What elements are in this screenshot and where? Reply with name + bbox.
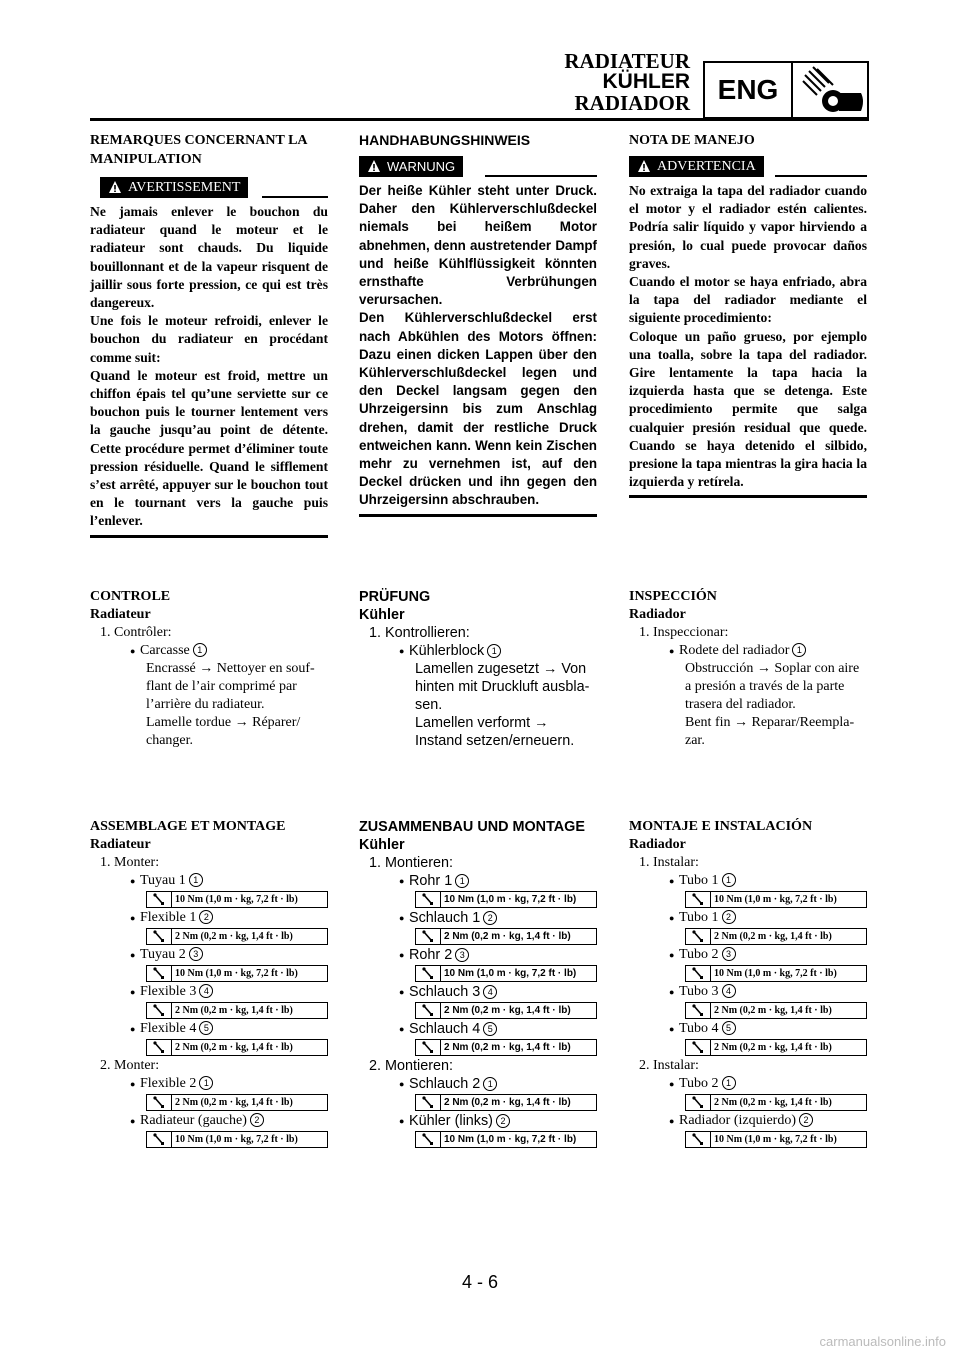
step: 1. Instalar: xyxy=(639,855,699,870)
torque-value: 2 Nm (0,2 m · kg, 1,4 ft · lb) xyxy=(714,931,832,942)
description-line: Lamelle tordue → Réparer/ xyxy=(146,715,301,730)
torque-spec xyxy=(415,965,597,982)
bullet-icon: ● xyxy=(669,1079,675,1089)
callout-number: 2 xyxy=(496,1114,510,1128)
description-line: Bent fin → Reparar/Reempla- xyxy=(685,715,855,730)
torque-spec xyxy=(146,928,328,945)
bullet-icon: ● xyxy=(130,950,136,960)
torque-wrench-icon xyxy=(147,892,172,907)
list-item xyxy=(90,642,328,660)
handling-heading-es: NOTA DE MANEJO xyxy=(629,133,755,148)
inspection-es xyxy=(629,588,867,750)
bullet-icon: ● xyxy=(399,913,405,923)
list-item xyxy=(359,872,597,890)
section-heading: MONTAJE E INSTALACIÓN xyxy=(629,819,813,834)
bullet-icon: ● xyxy=(669,950,675,960)
list-item xyxy=(629,1075,867,1093)
torque-wrench-icon xyxy=(686,1040,711,1055)
description-line: hinten mit Druckluft ausbla- xyxy=(415,679,590,695)
callout-number: 2 xyxy=(799,1113,813,1127)
callout-number: 5 xyxy=(199,1021,213,1035)
warning-paragraph: Ne jamais enlever le bouchon du radiateur quand le moteur et le radiateur sont chauds. Du liquide bouillonnant et de la vapeur risquent de jaillir sous forte pression, ce qui est très dangereux. xyxy=(90,204,328,311)
step: 2. Monter: xyxy=(100,1058,160,1073)
torque-spec xyxy=(685,891,867,908)
list-item xyxy=(90,1020,328,1038)
subsection-heading: Radiador xyxy=(629,837,686,852)
warning-close-rule xyxy=(359,514,597,517)
warning-text-de xyxy=(359,182,597,510)
torque-wrench-icon xyxy=(147,1040,172,1055)
torque-value: 2 Nm (0,2 m · kg, 1,4 ft · lb) xyxy=(714,1005,832,1016)
list-item xyxy=(629,872,867,890)
warning-block-es xyxy=(629,131,867,498)
callout-number: 3 xyxy=(189,947,203,961)
item-name: Tubo 2 xyxy=(679,947,719,962)
item-name: Tuyau 2 xyxy=(140,947,186,962)
warning-label-fr: AVERTISSEMENT xyxy=(100,177,248,198)
list-item xyxy=(359,1112,597,1130)
list-item xyxy=(90,946,328,964)
warning-para xyxy=(629,182,867,491)
torque-spec xyxy=(415,891,597,908)
torque-value: 2 Nm (0,2 m · kg, 1,4 ft · lb) xyxy=(175,1042,293,1053)
warning-paragraph: Den Kühlerverschlußdeckel erst nach Abkühlen des Motors öffnen: Dazu einen dicken Lappen über den Kühlerverschlußdeckel legen und den Deckel langsam gegen den Uhrzeigersinn bis zum Anschlag drehen, damit der restliche Druck entweichen kann. Wenn kein Zischen mehr zu vernehmen ist, auf den Deckel drücken und ihn gegen den Uhrzeigersinn abschrauben. xyxy=(359,310,597,508)
description-line: trasera del radiador. xyxy=(685,697,796,712)
torque-wrench-icon xyxy=(686,892,711,907)
torque-spec xyxy=(146,1094,328,1111)
torque-wrench-icon xyxy=(147,929,172,944)
bullet-icon: ● xyxy=(399,1079,405,1089)
step: 2. Instalar: xyxy=(639,1058,699,1073)
warning-paragraph: Quand le moteur est froid, mettre un chiffon épais tel qu’une serviette sur ce bouchon puis le tourner lentement vers la gauche jusqu’au point de détente. Cette procédure permet d’éliminer toute pression résiduelle. Quand le sifflement s’est arrêté, appuyer sur le bouchon tout en le tournant vers la gauche puis l’enlever. xyxy=(90,367,328,529)
torque-spec xyxy=(146,891,328,908)
torque-value: 10 Nm (1,0 m · kg, 7,2 ft · lb) xyxy=(714,968,837,979)
torque-wrench-icon xyxy=(416,929,441,944)
torque-wrench-icon xyxy=(416,1040,441,1055)
item-name: Kühlerblock xyxy=(409,643,485,659)
inspection-de xyxy=(359,588,597,750)
subsection-heading: Radiador xyxy=(629,607,686,622)
section-heading: CONTROLE xyxy=(90,589,171,604)
description-line: Lamellen verformt → xyxy=(415,715,549,731)
description-line: Lamellen zugesetzt → Von xyxy=(415,661,587,677)
bullet-icon: ● xyxy=(669,1116,675,1126)
item-name: Carcasse xyxy=(140,643,190,658)
list-item xyxy=(90,983,328,1001)
torque-value: 10 Nm (1,0 m · kg, 7,2 ft · lb) xyxy=(444,968,577,979)
warning-triangle-icon xyxy=(637,159,651,173)
torque-wrench-icon xyxy=(416,1003,441,1018)
torque-wrench-icon xyxy=(147,1132,172,1147)
step: 2. Montieren: xyxy=(369,1058,453,1074)
warning-text-es xyxy=(629,182,867,491)
callout-number: 1 xyxy=(455,874,469,888)
list-item xyxy=(359,642,597,660)
callout-number: 3 xyxy=(455,948,469,962)
warning-close-rule xyxy=(90,535,328,538)
torque-spec xyxy=(415,1131,597,1148)
callout-number: 1 xyxy=(483,1077,497,1091)
warning-paragraph: Une fois le moteur refroidi, enlever le bouchon du radiateur en procédant comme suit: xyxy=(90,313,328,365)
torque-spec xyxy=(415,928,597,945)
torque-spec xyxy=(685,1002,867,1019)
item-name: Tubo 1 xyxy=(679,910,719,925)
engine-icon xyxy=(795,65,867,117)
list-item xyxy=(629,946,867,964)
warning-paragraph: Coloque un paño grueso, por ejemplo una toalla, sobre la tapa del radiador. Gire lentamente la tapa hacia la izquierda hasta que se detenga. Este procedimiento permite que salga cualquier presión residual que quede. Cuando se haya detenido el silbido, presione la tapa mientras la gira hacia la izquierda y retírela. xyxy=(629,328,867,490)
header-rule xyxy=(90,118,869,121)
section-heading: PRÜFUNG xyxy=(359,589,431,605)
subsection-heading: Radiateur xyxy=(90,607,151,622)
torque-wrench-icon xyxy=(686,1095,711,1110)
item-name: Rohr 1 xyxy=(409,873,453,889)
section-title-de: KÜHLER xyxy=(602,70,690,93)
torque-value: 2 Nm (0,2 m · kg, 1,4 ft · lb) xyxy=(444,1005,571,1016)
callout-number: 2 xyxy=(250,1113,264,1127)
description-line: sen. xyxy=(415,697,443,713)
subsection-heading: Radiateur xyxy=(90,837,151,852)
torque-value: 2 Nm (0,2 m · kg, 1,4 ft · lb) xyxy=(175,931,293,942)
torque-spec xyxy=(146,1002,328,1019)
torque-wrench-icon xyxy=(147,966,172,981)
subsection-heading: Kühler xyxy=(359,607,405,623)
list-item xyxy=(359,1020,597,1038)
list-item xyxy=(359,1075,597,1093)
warning-text-fr xyxy=(90,203,328,531)
item-name: Flexible 2 xyxy=(140,1076,197,1091)
torque-value: 2 Nm (0,2 m · kg, 1,4 ft · lb) xyxy=(444,1097,571,1108)
torque-wrench-icon xyxy=(147,1095,172,1110)
list-item xyxy=(359,909,597,927)
callout-number: 2 xyxy=(722,910,736,924)
torque-value: 2 Nm (0,2 m · kg, 1,4 ft · lb) xyxy=(714,1042,832,1053)
torque-spec xyxy=(146,1039,328,1056)
inspection-fr xyxy=(90,588,328,750)
warning-banner-fr xyxy=(90,177,328,199)
item-name: Kühler (links) xyxy=(409,1113,493,1129)
torque-value: 2 Nm (0,2 m · kg, 1,4 ft · lb) xyxy=(175,1005,293,1016)
torque-spec xyxy=(415,1002,597,1019)
bullet-icon: ● xyxy=(130,1024,136,1034)
torque-wrench-icon xyxy=(416,1132,441,1147)
bullet-icon: ● xyxy=(669,646,675,656)
item-name: Tubo 3 xyxy=(679,984,719,999)
warning-paragraph: No extraiga la tapa del radiador cuando el motor y el radiador estén calientes. Podría salir líquido y vapor hirviendo a presión, lo cual puede provocar daños graves. xyxy=(629,183,867,271)
torque-spec xyxy=(415,1094,597,1111)
section-heading: INSPECCIÓN xyxy=(629,589,717,604)
bullet-icon: ● xyxy=(399,646,405,656)
item-name: Schlauch 1 xyxy=(409,910,481,926)
callout-number: 1 xyxy=(189,873,203,887)
bullet-icon: ● xyxy=(669,987,675,997)
torque-wrench-icon xyxy=(686,1132,711,1147)
callout-number: 1 xyxy=(722,873,736,887)
torque-value: 10 Nm (1,0 m · kg, 7,2 ft · lb) xyxy=(175,968,298,979)
list-item xyxy=(629,909,867,927)
item-name: Rodete del radiador xyxy=(679,643,790,658)
watermark: carmanualsonline.info xyxy=(819,1334,946,1349)
warning-banner-es xyxy=(629,156,867,178)
torque-value: 10 Nm (1,0 m · kg, 7,2 ft · lb) xyxy=(714,894,837,905)
warning-label-de: WARNUNG xyxy=(359,156,463,177)
bullet-icon: ● xyxy=(130,646,136,656)
bullet-icon: ● xyxy=(399,950,405,960)
callout-number: 1 xyxy=(722,1076,736,1090)
warning-paragraph: Der heiße Kühler steht unter Druck. Daher den Kühlerverschlußdeckel niemals bei heißem Motor abnehmen, denn austretender Dampf und heiße Kühlflüssigkeit könnten ernsthafte Verbrühungen verursachen. xyxy=(359,183,597,308)
list-item xyxy=(359,983,597,1001)
list-item xyxy=(90,872,328,890)
item-name: Schlauch 4 xyxy=(409,1021,481,1037)
callout-number: 3 xyxy=(722,947,736,961)
handling-heading-de: HANDHABUNGSHINWEIS xyxy=(359,132,531,148)
torque-wrench-icon xyxy=(686,929,711,944)
list-item xyxy=(629,642,867,660)
section-title-fr: RADIATEUR xyxy=(564,49,690,73)
bullet-icon: ● xyxy=(669,1024,675,1034)
item-name: Flexible 4 xyxy=(140,1021,197,1036)
torque-value: 2 Nm (0,2 m · kg, 1,4 ft · lb) xyxy=(175,1097,293,1108)
section-heading: ZUSAMMENBAU UND MONTAGE xyxy=(359,819,585,835)
assembly-de xyxy=(359,818,597,1149)
warning-block-de xyxy=(359,131,597,517)
torque-spec xyxy=(685,1039,867,1056)
list-item xyxy=(629,1020,867,1038)
item-name: Tubo 2 xyxy=(679,1076,719,1091)
bullet-icon: ● xyxy=(669,913,675,923)
handling-heading-fr: REMARQUES CONCERNANT LA MANIPULATION xyxy=(90,133,307,167)
callout-number: 1 xyxy=(193,643,207,657)
torque-value: 10 Nm (1,0 m · kg, 7,2 ft · lb) xyxy=(444,1134,577,1145)
description-line: Obstrucción → Soplar con aire xyxy=(685,661,860,676)
callout-number: 2 xyxy=(483,911,497,925)
torque-wrench-icon xyxy=(686,1003,711,1018)
list-item xyxy=(90,1075,328,1093)
step: 1. Monter: xyxy=(100,855,160,870)
torque-spec xyxy=(685,1094,867,1111)
callout-number: 2 xyxy=(199,910,213,924)
warning-banner-de xyxy=(359,156,597,178)
description-line: Encrassé → Nettoyer en souf- xyxy=(146,661,315,676)
item-name: Schlauch 2 xyxy=(409,1076,481,1092)
torque-spec xyxy=(685,928,867,945)
step: 1. Montieren: xyxy=(369,855,453,871)
torque-wrench-icon xyxy=(686,966,711,981)
item-name: Schlauch 3 xyxy=(409,984,481,1000)
warning-close-rule xyxy=(629,495,867,498)
assembly-es xyxy=(629,818,867,1149)
item-name: Rohr 2 xyxy=(409,947,453,963)
bullet-icon: ● xyxy=(399,876,405,886)
item-name: Tuyau 1 xyxy=(140,873,186,888)
bullet-icon: ● xyxy=(130,1116,136,1126)
bullet-icon: ● xyxy=(130,1079,136,1089)
callout-number: 1 xyxy=(199,1076,213,1090)
item-name: Flexible 3 xyxy=(140,984,197,999)
callout-number: 4 xyxy=(483,985,497,999)
section-heading: ASSEMBLAGE ET MONTAGE xyxy=(90,819,286,834)
bullet-icon: ● xyxy=(399,1024,405,1034)
step: 1. Inspeccionar: xyxy=(639,625,729,640)
torque-spec xyxy=(685,1131,867,1148)
torque-spec xyxy=(146,1131,328,1148)
warning-triangle-icon xyxy=(367,159,381,173)
warning-block-fr xyxy=(90,131,328,538)
torque-value: 10 Nm (1,0 m · kg, 7,2 ft · lb) xyxy=(444,894,577,905)
callout-number: 4 xyxy=(722,984,736,998)
bullet-icon: ● xyxy=(399,987,405,997)
step: 1. Kontrollieren: xyxy=(369,625,470,641)
bullet-icon: ● xyxy=(669,876,675,886)
list-item xyxy=(90,909,328,927)
list-item xyxy=(629,983,867,1001)
warning-label-es: ADVERTENCIA xyxy=(629,156,764,177)
eng-label: ENG xyxy=(705,63,793,117)
callout-number: 1 xyxy=(792,643,806,657)
torque-spec xyxy=(415,1039,597,1056)
description-line: a presión a través de la parte xyxy=(685,679,845,694)
item-name: Radiateur (gauche) xyxy=(140,1113,247,1128)
bullet-icon: ● xyxy=(130,876,136,886)
torque-wrench-icon xyxy=(416,1095,441,1110)
callout-number: 5 xyxy=(722,1021,736,1035)
torque-spec xyxy=(146,965,328,982)
description-line: flant de l’air comprimé par xyxy=(146,679,297,694)
page-number: 4 - 6 xyxy=(461,1272,499,1292)
callout-number: 4 xyxy=(199,984,213,998)
torque-value: 2 Nm (0,2 m · kg, 1,4 ft · lb) xyxy=(714,1097,832,1108)
subsection-heading: Kühler xyxy=(359,837,405,853)
list-item xyxy=(629,1112,867,1130)
torque-wrench-icon xyxy=(416,966,441,981)
callout-number: 1 xyxy=(487,644,501,658)
torque-wrench-icon xyxy=(416,892,441,907)
description-line: l’arrière du radiateur. xyxy=(146,697,265,712)
list-item xyxy=(359,946,597,964)
warning-para xyxy=(359,182,597,510)
bullet-icon: ● xyxy=(130,913,136,923)
description-line: changer. xyxy=(146,733,194,748)
torque-value: 10 Nm (1,0 m · kg, 7,2 ft · lb) xyxy=(175,894,298,905)
assembly-fr xyxy=(90,818,328,1149)
item-name: Tubo 1 xyxy=(679,873,719,888)
warning-paragraph: Cuando el motor se haya enfriado, abra la tapa del radiador mediante el siguiente procedimiento: xyxy=(629,274,867,326)
torque-value: 10 Nm (1,0 m · kg, 7,2 ft · lb) xyxy=(175,1134,298,1145)
torque-value: 2 Nm (0,2 m · kg, 1,4 ft · lb) xyxy=(444,931,571,942)
eng-badge xyxy=(703,61,869,119)
callout-number: 5 xyxy=(483,1022,497,1036)
bullet-icon: ● xyxy=(399,1116,405,1126)
torque-value: 2 Nm (0,2 m · kg, 1,4 ft · lb) xyxy=(444,1042,571,1053)
description-line: Instand setzen/erneuern. xyxy=(415,733,575,749)
bullet-icon: ● xyxy=(130,987,136,997)
item-name: Flexible 1 xyxy=(140,910,197,925)
section-title-es: RADIADOR xyxy=(574,91,690,115)
item-name: Tubo 4 xyxy=(679,1021,719,1036)
torque-spec xyxy=(685,965,867,982)
warning-triangle-icon xyxy=(108,180,122,194)
step: 1. Contrôler: xyxy=(100,625,172,640)
list-item xyxy=(90,1112,328,1130)
torque-value: 10 Nm (1,0 m · kg, 7,2 ft · lb) xyxy=(714,1134,837,1145)
warning-para xyxy=(90,203,328,531)
description-line: zar. xyxy=(685,733,705,748)
torque-wrench-icon xyxy=(147,1003,172,1018)
item-name: Radiador (izquierdo) xyxy=(679,1113,797,1128)
